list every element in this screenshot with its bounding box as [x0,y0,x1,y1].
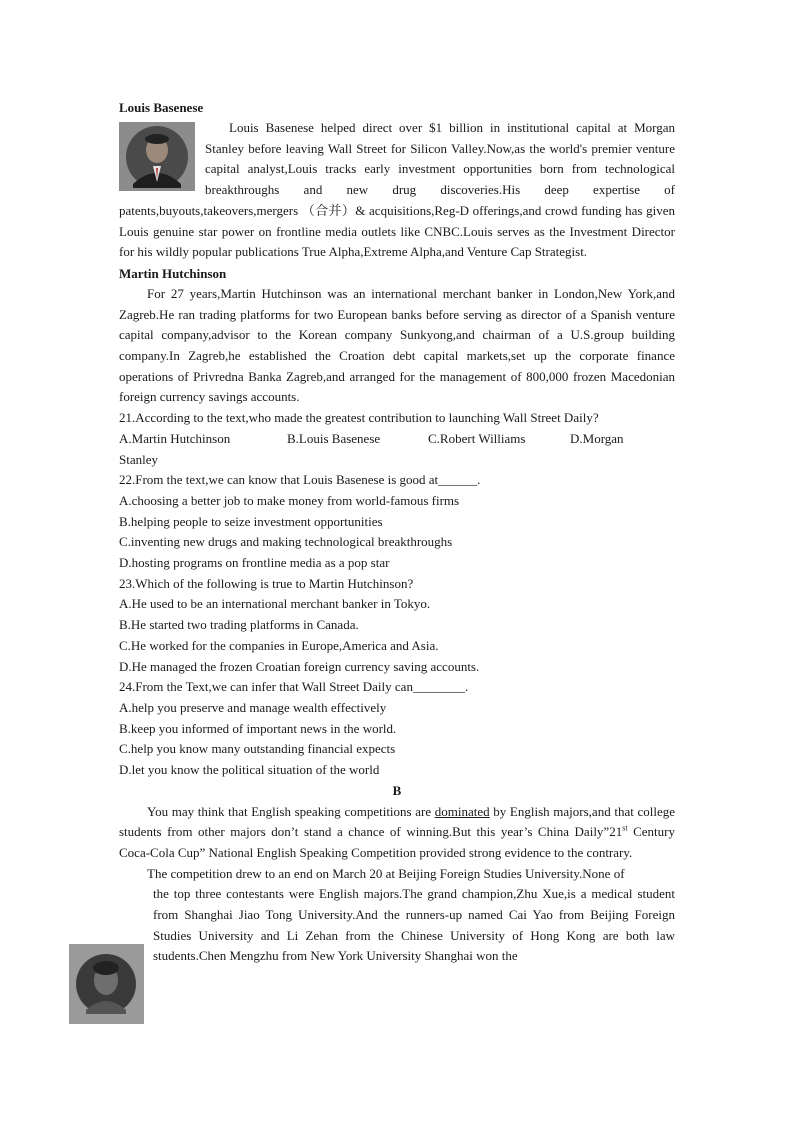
b-p1-before: You may think that English speaking competitions are [147,803,435,819]
b-p1-after: Century Coca-Cola Cup” National English Speaking Competition provided strong evidence to the contrary. [119,824,675,860]
question-21-stem: 21.According to the text,who made the greatest contribution to launching Wall Street Daily? [119,410,599,426]
q24-option-d: D.let you know the political situation of the world [119,762,380,778]
portrait-image [119,122,195,191]
q24-option-b: B.keep you informed of important news in the world. [119,720,397,736]
louis-photo [119,122,195,191]
question-21-options [119,429,675,450]
q21-option-b: B.Louis Basenese [287,430,381,446]
question-24-stem: 24.From the Text,we can infer that Wall Street Daily can________. [119,679,469,695]
q22-option-d: D.hosting programs on frontline media as a pop star [119,555,390,571]
q22-option-b: B.helping people to seize investment opportunities [119,513,383,529]
martin-heading: Martin Hutchinson [119,265,227,281]
q22-option-c: C.inventing new drugs and making technological breakthroughs [119,534,453,550]
q23-option-a: A.He used to be an international merchant banker in Tokyo. [119,596,431,612]
question-23-stem: 23.Which of the following is true to Martin Hutchinson? [119,575,414,591]
superscript-st: st [622,823,628,833]
q22-option-a: A.choosing a better job to make money from world-famous firms [119,492,460,508]
q24-option-a: A.help you preserve and manage wealth effectively [119,699,387,715]
q21-option-d-wrap: Stanley [119,451,158,467]
q21-option-d: D.Morgan [570,430,624,446]
question-22-stem: 22.From the text,we can know that Louis Basenese is good at______. [119,472,481,488]
b-p1-mid: by English majors,and that college students from other majors don’t stand a chance of winning.But this year’s China Daily”21 [119,803,676,840]
q23-option-b: B.He started two trading platforms in Canada. [119,617,359,633]
underlined-word: dominated [434,803,490,819]
q23-option-c: C.He worked for the companies in Europe,America and Asia. [119,637,439,653]
section-b-paragraph-2-first-line: The competition drew to an end on March 20 at Beijing Foreign Studies University.None of [147,865,625,881]
q21-option-c: C.Robert Williams [428,430,526,446]
louis-paragraph: Louis Basenese helped direct over $1 billion in institutional capital at Morgan Stanley before leaving Wall Street for Silicon Valley.Now,as the world's premier venture capital analyst,Louis tracks early investment opportunities born from technological breakthroughs and new drug discoveries.His deep expertise of patents,buyouts,takeovers,mergers （合并）& acquisitions,Reg-D offerings,and crowd funding has given Louis genuine star power on frontline media outlets like CNBC.Louis serves as the Investment Director for his wildly popular publications True Alpha,Extreme Alpha,and Venture Cap Strategist. [119,120,675,260]
louis-heading: Louis Basenese [119,100,204,115]
section-b-paragraph-2: the top three contestants were English majors.The grand champion,Zhu Xue,is a medical student from Shanghai Jiao Tong University.And the runners-up named Cai Yao from Beijing Foreign Studies University and Li Zehan from the Chinese University of Hong Kong are both law students.Chen Mengzhu from New York University Shanghai won the [153,886,675,964]
q24-option-c: C.help you know many outstanding financial expects [119,741,396,757]
section-b-paragraph-1 [119,802,675,864]
q23-option-d: D.He managed the frozen Croatian foreign currency saving accounts. [119,658,480,674]
document-page [119,97,675,967]
martin-paragraph: For 27 years,Martin Hutchinson was an international merchant banker in London,New York,and Zagreb.He ran trading platforms for two European banks before serving as director of a Spanish venture capital company,advisor to the Korean company Sunkyong,and chairman of a U.S.group building company.In Zagreb,he established the Croation debt capital markets,set up the corporate finance operations of Privredna Banka Zagreb,and arranged for the management of 800,000 frozen Macedonian foreign currency savings accounts. [119,285,675,405]
section-b-label: B [392,782,402,798]
q21-option-a: A.Martin Hutchinson [119,430,231,446]
